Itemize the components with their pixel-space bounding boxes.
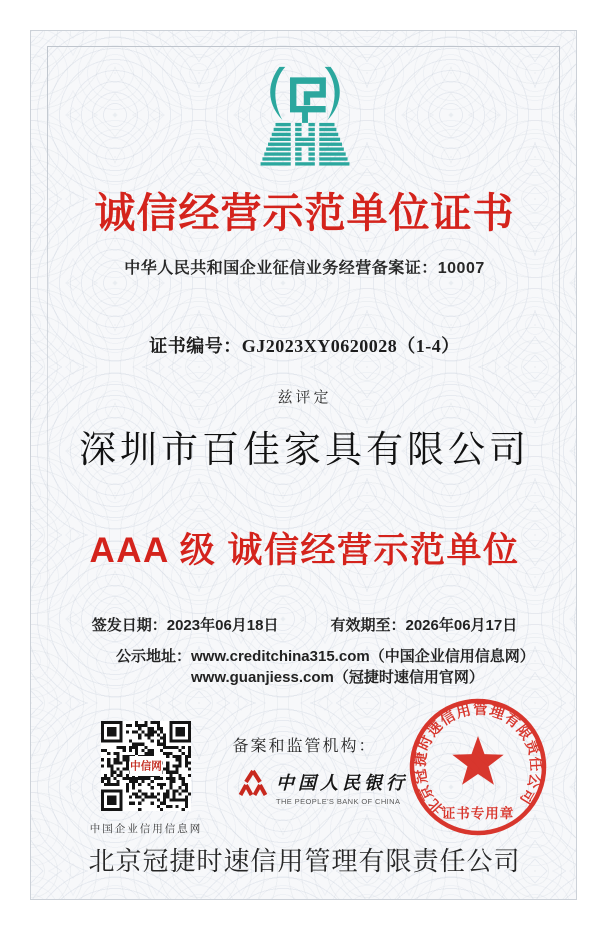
qr-code (101, 721, 191, 811)
star-icon (452, 736, 503, 785)
award-title: AAA 级 诚信经营示范单位 (89, 531, 520, 570)
pboc-name-cn: 中国人民银行 (276, 773, 408, 793)
valid-until-date: 有效期至：2026年06月17日 (330, 617, 518, 634)
issuer-name: 北京冠捷时速信用管理有限责任公司 (88, 846, 521, 876)
logo-stripes (261, 123, 350, 166)
dates-row (31, 614, 578, 635)
certificate-title: 诚信经营示范单位证书 (94, 190, 515, 236)
pboc-block (238, 769, 408, 806)
address-url-2: www.guanjiess.com（冠捷时速信用官网） (191, 669, 484, 686)
qr-caption: 中国企业信用信息网 (89, 823, 203, 835)
address-url-1: www.creditchina315.com（中国企业信用信息网） (191, 648, 535, 665)
brand-logo-icon (246, 65, 364, 169)
address-label: 公示地址： (116, 648, 192, 665)
pboc-emblem-icon (238, 769, 268, 799)
company-seal (402, 691, 554, 843)
qr-center-label: 中信网 (130, 760, 162, 773)
declare-text: 兹评定 (277, 390, 332, 406)
certificate-subtitle: 中华人民共和国企业征信业务经营备案证：10007 (124, 260, 485, 277)
seal-bottom-text: 证书专用章 (441, 806, 515, 821)
qr-code-block (89, 721, 203, 836)
certificate-number: 证书编号：GJ2023XY0620028（1-4） (149, 336, 460, 356)
company-name: 深圳市百佳家具有限公司 (79, 430, 530, 471)
certificate-sheet (30, 30, 577, 900)
publicity-address (116, 646, 535, 688)
regulator-label: 备案和监管机构： (232, 738, 377, 755)
pboc-name-en: THE PEOPLE'S BANK OF CHINA (276, 797, 401, 806)
issue-date: 签发日期：2023年06月18日 (91, 617, 279, 634)
seal-ring-text: 北京冠捷时速信用管理有限责任公司 (412, 701, 544, 817)
